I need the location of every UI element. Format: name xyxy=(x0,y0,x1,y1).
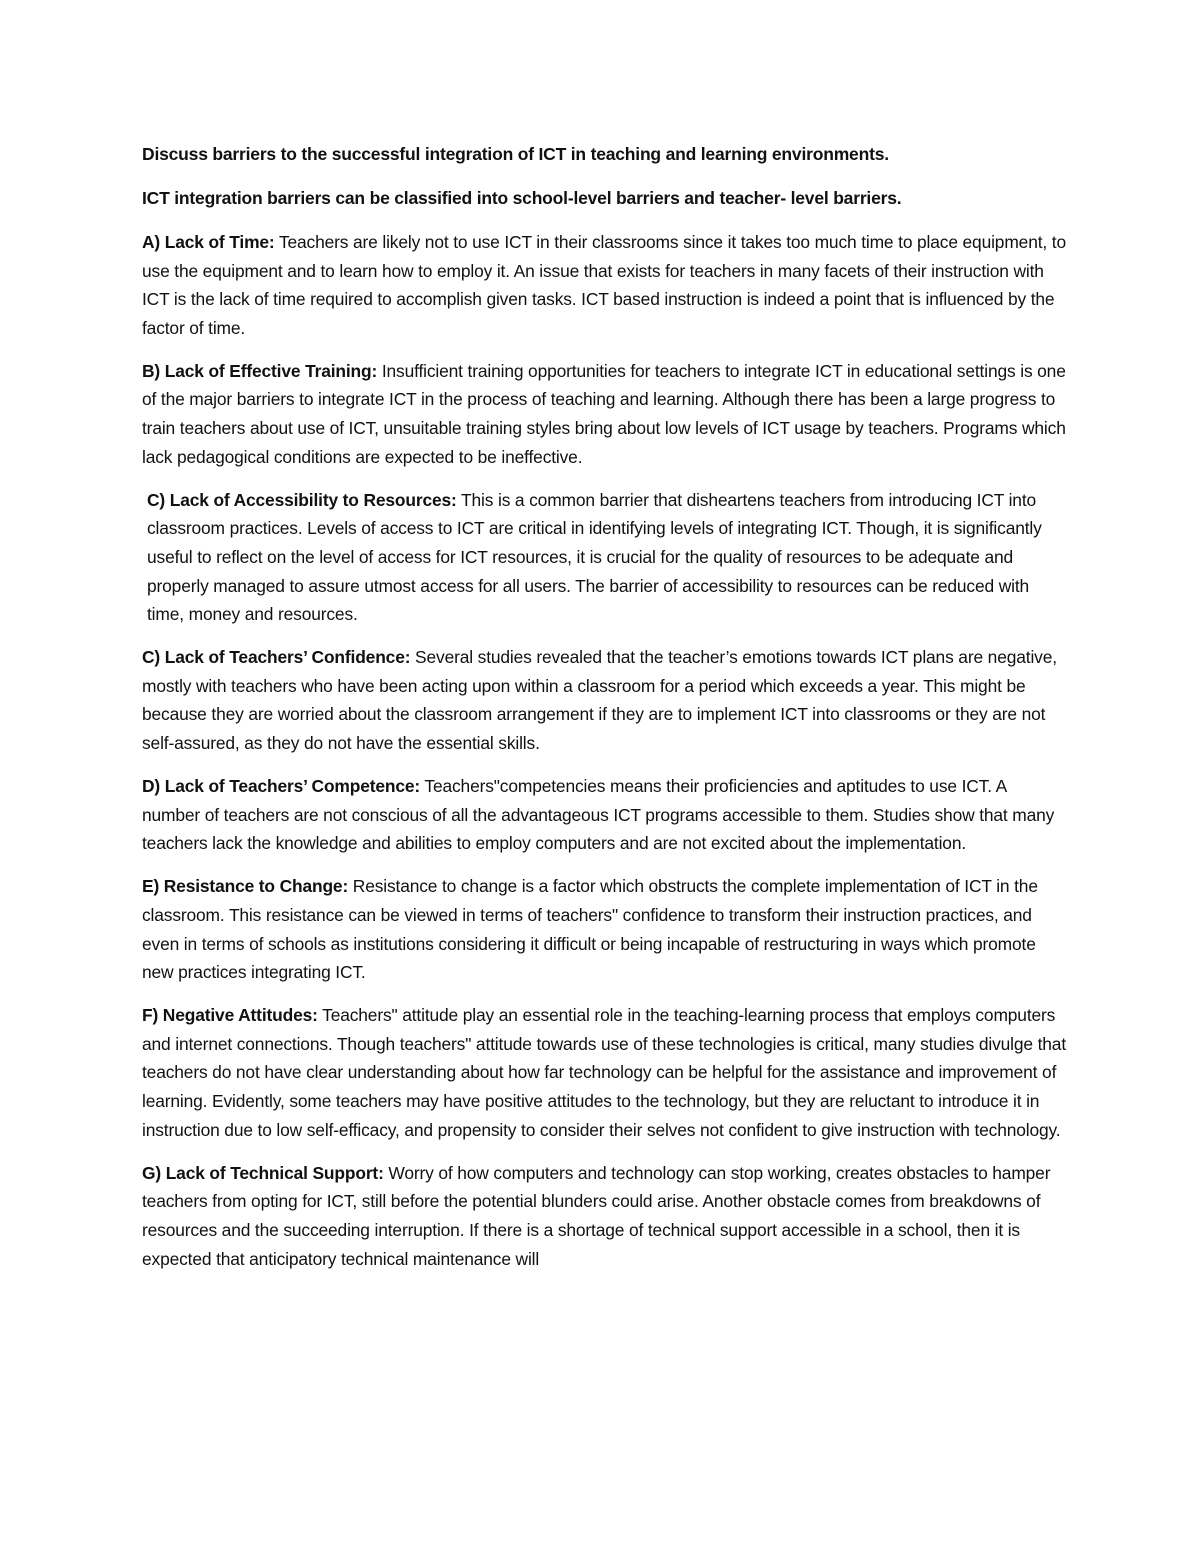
document-title: Discuss barriers to the successful integration of ICT in teaching and learning environments. xyxy=(142,144,889,164)
document-page xyxy=(142,140,1067,1288)
section-label: G) Lack of Technical Support: xyxy=(142,1162,384,1183)
section-label: C) Lack of Accessibility to Resources: xyxy=(147,489,457,510)
section-label: A) Lack of Time: xyxy=(142,232,275,252)
section-label: D) Lack of Teachers’ Competence: xyxy=(142,776,421,797)
document-subtitle: ICT integration barriers can be classified into school-level barriers and teacher- level barriers. xyxy=(142,188,902,208)
section-label: B) Lack of Effective Training: xyxy=(142,360,378,381)
section-resistance-to-change xyxy=(142,872,1067,986)
section-lack-of-confidence xyxy=(142,643,1067,757)
section-text: Insufficient training opportunities for teachers to integrate ICT in educational settings is one of the major barriers to integrate ICT in the process of teaching and learning. Although there has been a large progress to train teachers about use of ICT, unsuitable training styles bring about low levels of ICT usage by teachers. Programs which lack pedagogical conditions are expected to be ineffective. xyxy=(142,360,1066,467)
section-text: Several studies revealed that the teacher’s emotions towards ICT plans are negative, mostly with teachers who have been acting upon within a classroom for a period which exceeds a year. This might be because they are worried about the classroom arrangement if they are to implement ICT into classrooms or they are not self-assured, as they do not have the essential skills. xyxy=(142,647,1057,753)
section-text: Teachers"competencies means their proficiencies and aptitudes to use ICT. A number of teachers are not conscious of all the advantageous ICT programs accessible to them. Studies show that many teachers lack the knowledge and abilities to employ computers and are not excited about the implementation. xyxy=(142,776,1055,854)
section-label: F) Negative Attitudes: xyxy=(142,1005,318,1026)
section-lack-of-accessibility xyxy=(142,486,1067,629)
section-negative-attitudes xyxy=(142,1001,1067,1144)
section-lack-of-time xyxy=(142,228,1067,342)
section-lack-of-competence xyxy=(142,772,1067,858)
section-lack-of-technical-support xyxy=(142,1159,1067,1273)
section-label: E) Resistance to Change: xyxy=(142,876,349,897)
section-text: Worry of how computers and technology can stop working, creates obstacles to hamper teachers from opting for ICT, still before the potential blunders could arise. Another obstacle comes from breakdowns of resources and the succeeding interruption. If there is a shortage of technical support accessible in a school, then it is expected that anticipatory technical maintenance will xyxy=(142,1162,1051,1269)
section-text: Resistance to change is a factor which obstructs the complete implementation of ICT in the classroom. This resistance can be viewed in terms of teachers" confidence to transform their instruction practices, and even in terms of schools as institutions considering it difficult or being incapable of restructuring in ways which promote new practices integrating ICT. xyxy=(142,876,1038,983)
section-text: Teachers" attitude play an essential role in the teaching-learning process that employs computers and internet connections. Though teachers" attitude towards use of these technologies is critical, many studies divulge that teachers do not have clear understanding about how far technology can be helpful for the assistance and improvement of learning. Evidently, some teachers may have positive attitudes to the technology, but they are reluctant to introduce it in instruction due to low self-efficacy, and propensity to consider their selves not confident to give instruction with technology. xyxy=(142,1005,1067,1140)
section-label: C) Lack of Teachers’ Confidence: xyxy=(142,647,411,668)
section-lack-of-effective-training xyxy=(142,357,1067,471)
section-text: This is a common barrier that disheartens teachers from introducing ICT into classroom practices. Levels of access to ICT are critical in identifying levels of integrating ICT. Though, it is significantly useful to reflect on the level of access for ICT resources, it is crucial for the quality of resources to be adequate and properly managed to assure utmost access for all users. The barrier of accessibility to resources can be reduced with time, money and resources. xyxy=(147,489,1042,625)
section-text: Teachers are likely not to use ICT in their classrooms since it takes too much time to place equipment, to use the equipment and to learn how to employ it. An issue that exists for teachers in many facets of their instruction with ICT is the lack of time required to accomplish given tasks. ICT based instruction is indeed a point that is influenced by the factor of time. xyxy=(142,232,1066,338)
